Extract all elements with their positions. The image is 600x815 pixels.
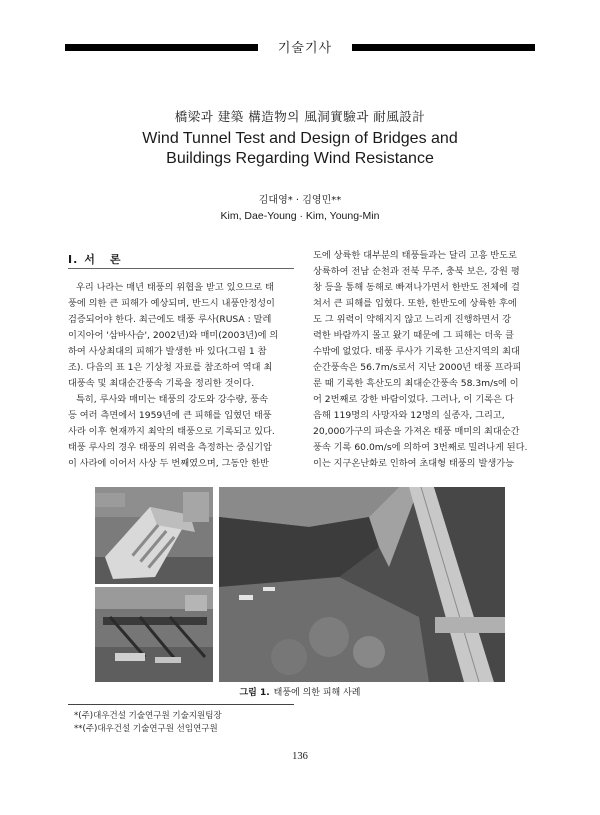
section-rule <box>68 268 294 269</box>
figure-caption <box>0 685 600 698</box>
body-line: 태풍 루사의 경우 태풍의 위력을 측정하는 중심기압 <box>68 442 272 453</box>
body-line: 이는 지구온난화로 인하여 초대형 태풍의 발생가능 <box>313 458 514 469</box>
body-line: 이 사라에 이어서 사상 두 번째였으며, 그동안 한반 <box>68 458 269 469</box>
body-line: 대풍속 및 최대순간풍속 기록을 정리한 것이다. <box>68 378 255 389</box>
body-line: 우리 나라는 매년 태풍의 위협을 받고 있으므로 태 <box>76 282 274 293</box>
photo-collapsed-crane <box>95 587 213 682</box>
section-number: I. <box>68 253 79 266</box>
body-line: 20,000가구의 파손을 가져온 태풍 매미의 최대순간 <box>313 426 520 437</box>
body-line: 어 2번째로 강한 바람이었다. 그러나, 이 기록은 다 <box>313 394 514 405</box>
title-korean: 橋梁과 建築 構造物의 風洞實驗과 耐風設計 <box>174 109 426 124</box>
page-number: 136 <box>292 751 308 762</box>
body-line: 이지아어 '삼바사슴', 2002년)와 매미(2003년)에 의 <box>68 330 279 341</box>
title-english-line1: Wind Tunnel Test and Design of Bridges and <box>142 130 458 147</box>
authors-english: Kim, Dae-Young · Kim, Young-Min <box>220 210 380 222</box>
footnote-rule <box>68 704 294 705</box>
header-rule-left <box>65 44 258 51</box>
photo-aerial-flood-debris <box>219 487 505 682</box>
body-line: 사라 이후 현재까지 최악의 태풍으로 기록되고 있다. <box>68 426 275 437</box>
body-line: 룬 때 기록한 흑산도의 최대순간풍속 58.3m/s에 이 <box>313 378 519 389</box>
title-english-line2: Buildings Regarding Wind Resistance <box>166 150 434 167</box>
footnote: **(주)대우건설 기술연구원 선임연구원 <box>74 724 218 734</box>
authors-korean: 김대영* · 김영민** <box>258 195 342 206</box>
body-line: 창 등을 통해 동해로 빠져나가면서 한반도 전체에 걸 <box>313 282 520 293</box>
body-line: 순간풍속은 56.7m/s로서 지난 2000년 태풍 프라피 <box>313 362 522 373</box>
body-line: 풍속 기록 60.0m/s에 의하여 3번째로 밀려나게 된다. <box>313 442 528 453</box>
body-line: 수밖에 없었다. 태풍 루사가 기록한 고산지역의 최대 <box>313 346 520 357</box>
body-line: 특히, 루사와 매미는 태풍의 강도와 강수량, 풍속 <box>76 394 268 405</box>
section-title-part1: 서 <box>84 253 96 266</box>
body-line: 등 여러 측면에서 1959년에 큰 피해를 입혔던 태풍 <box>68 410 272 421</box>
body-line: 검증되어야 한다. 최근에도 태풍 루사(RUSA : 말레 <box>68 314 272 325</box>
photo-capsized-ship <box>95 487 213 584</box>
body-line: 하여 사상최대의 피해가 발생한 바 있다(그림 1 참 <box>68 346 267 357</box>
footnote: *(주)대우건설 기술연구원 기술지원팀장 <box>74 711 222 721</box>
body-line: 조). 다음의 표 1은 기상청 자료를 참조하여 역대 최 <box>68 362 273 373</box>
section-heading <box>68 251 122 267</box>
body-line: 쳐서 큰 피해를 입혔다. 또한, 한반도에 상륙한 후에 <box>313 298 517 309</box>
body-line: 력한 바람까지 몰고 왔기 때문에 그 피해는 더욱 클 <box>313 330 514 341</box>
body-line: 도에 상륙한 대부분의 태풍들과는 달리 고흥 반도로 <box>313 250 517 261</box>
header-rule-right <box>352 44 535 51</box>
body-line: 음해 119명의 사망자와 12명의 실종자, 그리고, <box>313 410 505 421</box>
section-title-part2: 론 <box>109 253 122 266</box>
body-line: 도 그 위력이 약해지지 않고 느리게 진행하면서 강 <box>313 314 511 325</box>
section-label: 기술기사 <box>277 41 333 56</box>
body-line: 풍에 의한 큰 피해가 예상되며, 반드시 내풍안정성이 <box>68 298 275 309</box>
figure-label: 그림 1. <box>239 688 270 698</box>
figure-caption-text: 태풍에 의한 피해 사례 <box>273 688 361 698</box>
body-line: 상륙하여 전남 순천과 전북 무주, 충북 보은, 강원 평 <box>313 266 520 277</box>
